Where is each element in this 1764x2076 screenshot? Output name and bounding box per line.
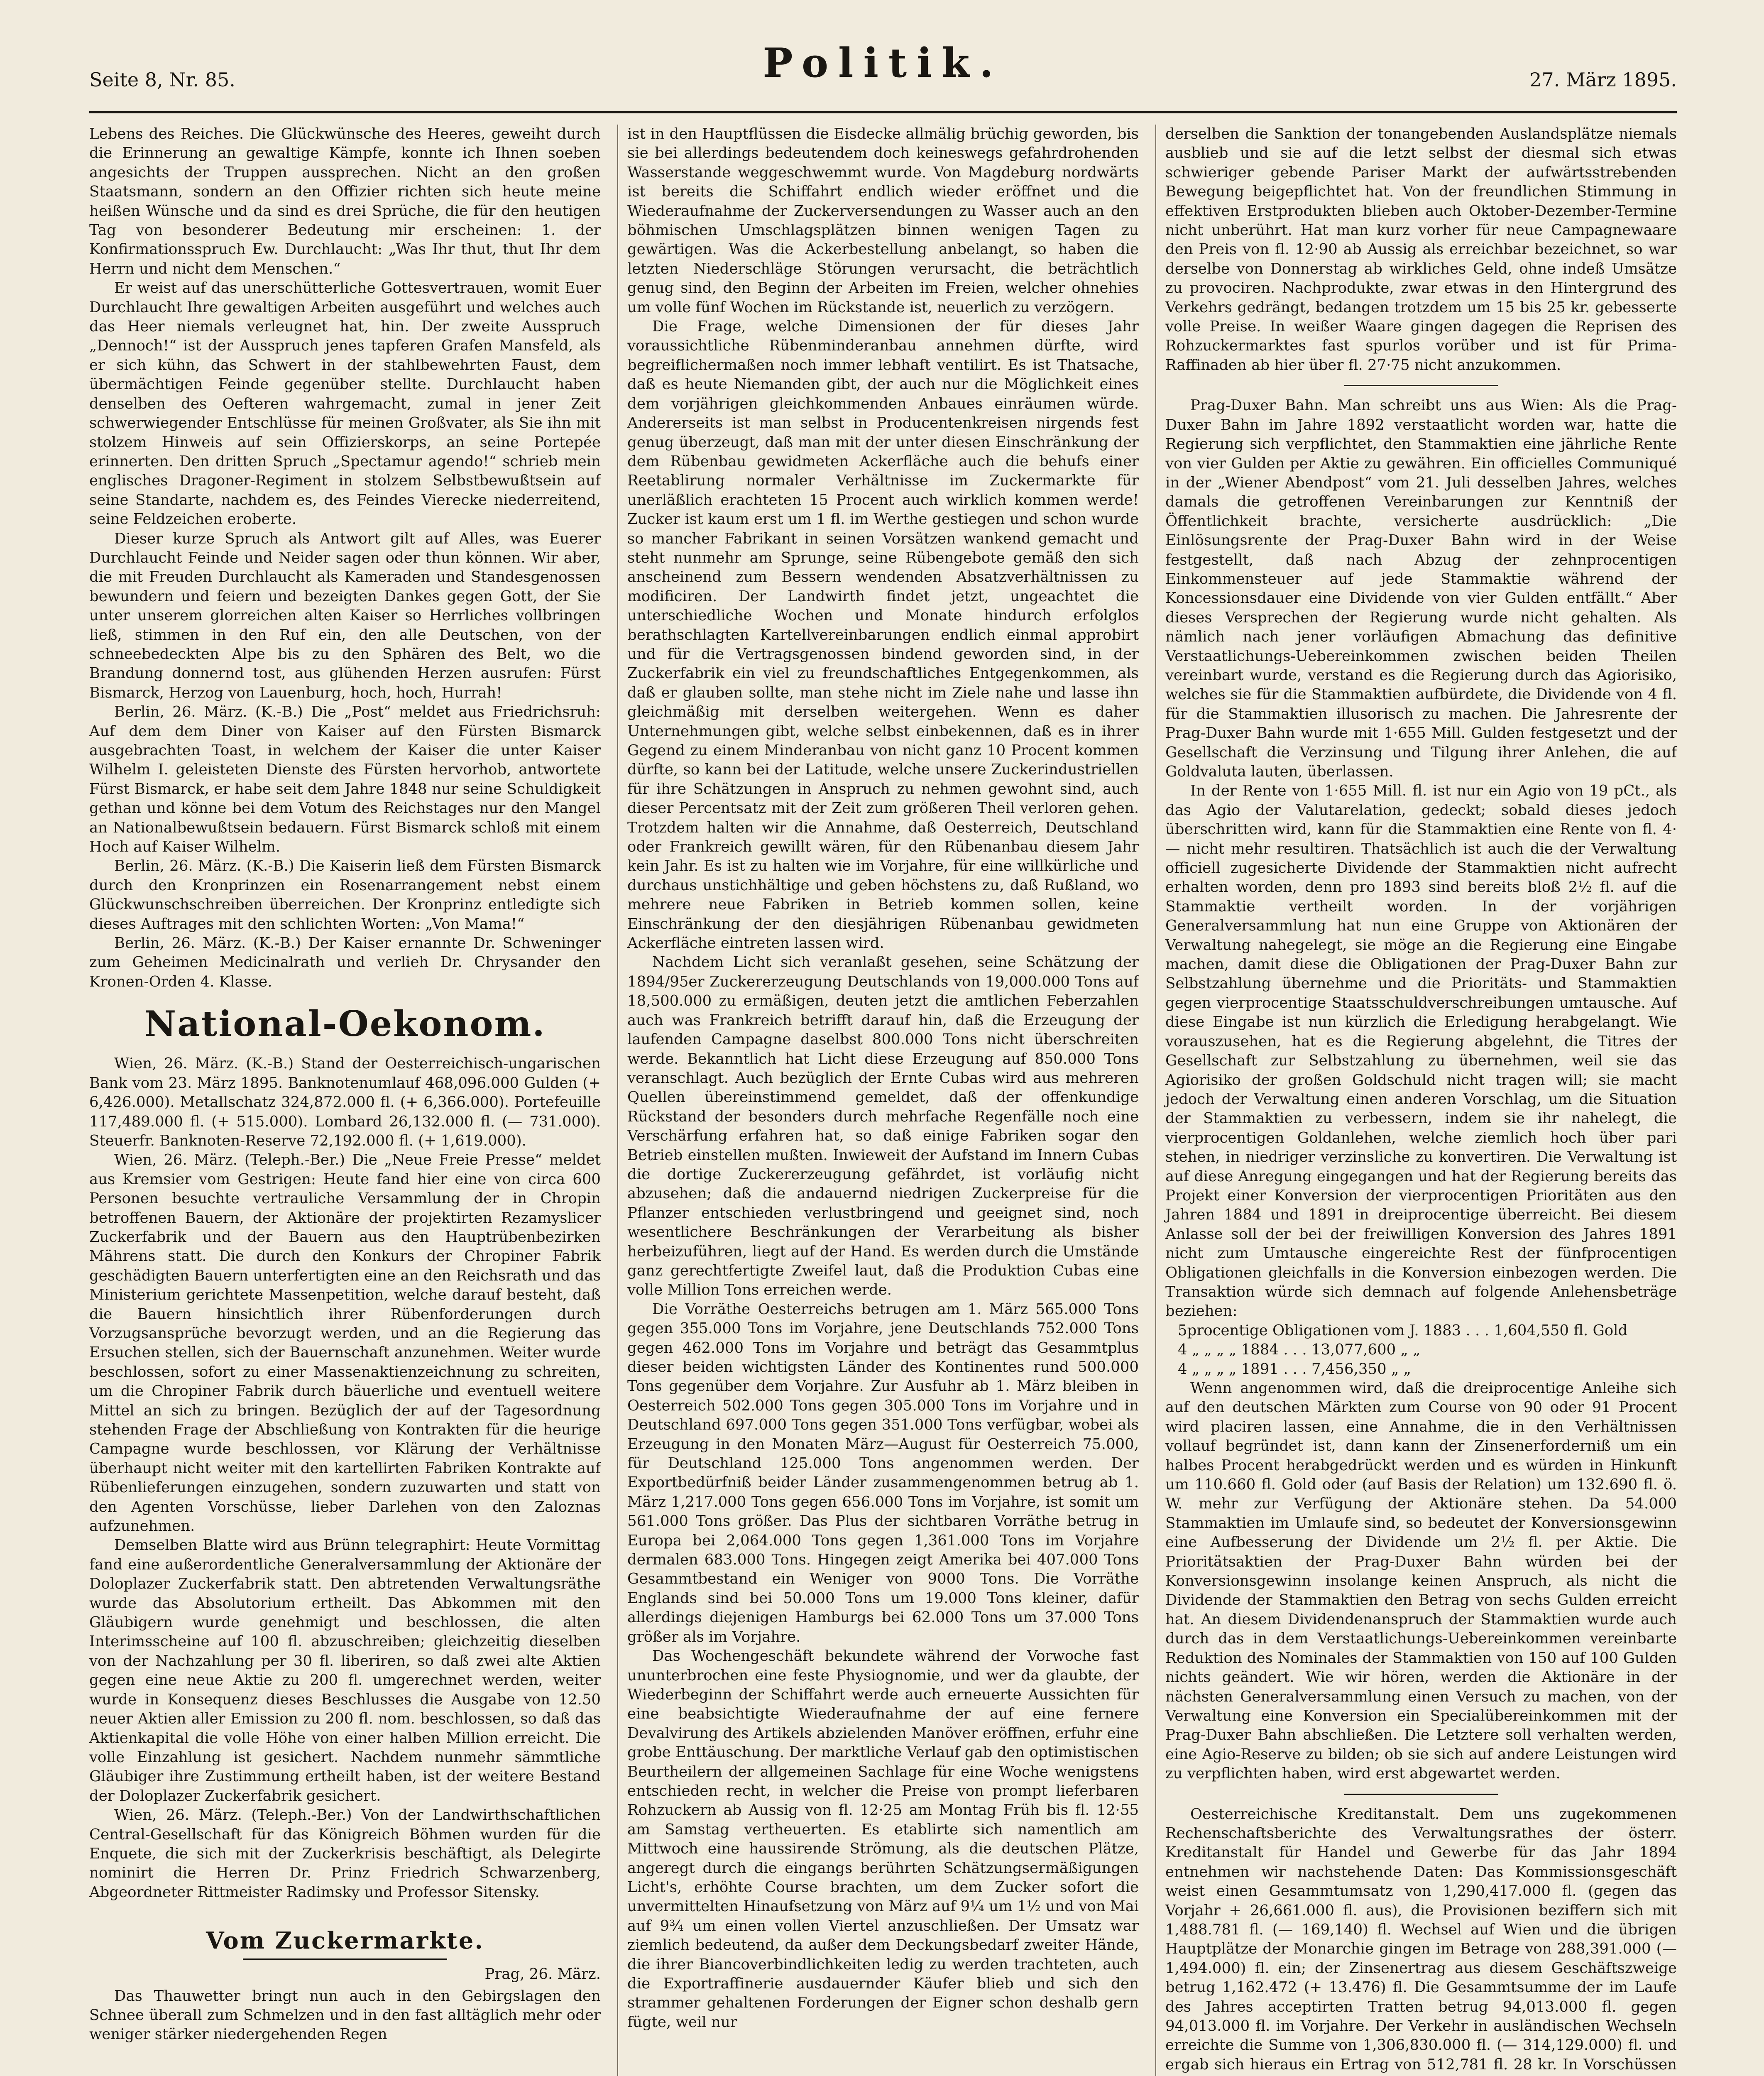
article-paragraph: Die Vorräthe Oesterreichs betrugen am 1. März 565.000 Tons gegen 355.000 Tons im Vorjahre, jene Deutschlands 752.000 Tons gegen 462.000 Tons im Vorjahre und beträgt das Gesammtplus dieser beiden wichtigsten Länder des Kontinentes rund 500.000 Tons gegenüber dem Vorjahre. Zur Ausfuhr ab 1. März bleiben in Oesterreich 502.000 Tons gegen 305.000 Tons im Vorjahre und in Deutschland 697.000 Tons gegen 351.000 Tons verfügbar, wobei als Erzeugung in den Monaten März—August für Oesterreich 75.000, für Deutschland 125.000 Tons angenommen werden. Der Exportbedürfniß beider Länder zusammengenommen betrug ab 1. März 1,217.000 Tons gegen 656.000 Tons im Vorjahre, ist somit um 561.000 Tons größer. Das Plus der sichtbaren Vorräthe betrug in Europa bei 2,064.000 Tons gegen 1,361.000 Tons im Vorjahre dermalen 683.000 Tons. Hingegen zeigt Amerika bei 407.000 Tons Gesammtbestand ein Weniger von 9000 Tons. Die Vorräthe Englands sind bei 50.000 Tons um 19.000 Tons kleiner, dafür allerdings diejenigen Hamburgs bei 62.000 Tons um 37.000 Tons größer als im Vorjahre. [627,1300,1139,1645]
article-separator [1344,385,1498,386]
article-paragraph: Das Thauwetter bringt nun auch in den Gebirgslagen den Schnee überall zum Schmelzen und in den fast alltäglich mehr oder weniger stärker niedergehenden Regen [89,1987,601,2043]
columns [89,125,1677,2076]
page-number: Seite 8, Nr. 85. [89,69,235,91]
header-rule [89,111,1677,113]
subsection-heading: Vom Zuckermarkte. [206,1927,484,1955]
loan-list-item: 4 „ „ „ „ 1891 . . . 7,456,350 „ „ [1178,1360,1411,1378]
article-paragraph: In der Rente von 1·655 Mill. fl. ist nur ein Agio von 19 pCt., als das Agio der Valutarelation, gedeckt; sobald dieses jedoch überschritten wird, kann für die Stammaktien eine Rente von fl. 4·— nicht mehr resultiren. Thatsächlich ist auch die der Verwaltung officiell zugesicherte Dividende der Stammaktien nicht aufrecht erhalten worden, denn pro 1893 sind bereits bloß 2½ fl. auf die Stammaktie vertheilt worden. In der vorjährigen Generalversammlung hat nun eine Gruppe von Aktionären der Verwaltung nahegelegt, sie möge an die Regierung eine Eingabe machen, damit diese die Obligationen der Prag-Duxer Bahn zur Selbstzahlung übernehme und die Prioritäts- und Stammaktien gegen vierprocentige Staatsschuldverschreibungen umtausche. Auf diese Eingabe ist nun kürzlich die Erledigung herabgelangt. Wie vorauszusehen, hat es die Regierung abgelehnt, die Titres der Gesellschaft zur Selbstzahlung zu übernehmen, weil sie das Agiorisiko der großen Goldschuld nicht tragen will; sie macht jedoch der Verwaltung einen anderen Vorschlag, um die Situation der Stammaktien zu verbessern, indem sie ihr nahelegt, die vierprocentigen Goldanlehen, welche ziemlich hoch über pari stehen, in niedriger verzinsliche zu konvertiren. Die Verwaltung ist auf diese Anregung eingegangen und hat der Regierung bereits das Projekt einer Konversion der vierprocentigen Prioritäten aus den Jahren 1884 und 1891 in dreiprocentige überreicht. Bei diesem Anlasse soll der bei der freiwilligen Konversion des Jahres 1891 nicht zum Umtausche eingereichte Rest der fünfprocentigen Obligationen gleichfalls in die Konversion einbezogen werden. Die Transaktion würde sich demnach auf folgende Anlehensbeträge beziehen: [1165,782,1677,1320]
news-item: Demselben Blatte wird aus Brünn telegraphirt: Heute Vormittag fand eine außerordentliche Generalversammlung der Aktionäre der Doloplazer Zuckerfabrik statt. Den abtretenden Verwaltungsräthe wurde das Absolutorium ertheilt. Das Abkommen mit den Gläubigern wurde genehmigt und beschlossen, die alten Interimsscheine auf 100 fl. abzuschreiben; gleichzeitig dieselben von der Nachzahlung per 30 fl. liberiren, so daß zwei alte Aktien gegen eine neue Aktie zu 200 fl. umgerechnet werden, weiter wurde in Konsequenz dieses Beschlusses die Ausgabe von 12.50 neuer Aktien aller Emission zu 200 fl. nom. beschlossen, so daß das Aktienkapital die volle Höhe von einer halben Million erreicht. Die volle Einzahlung ist gesichert. Nachdem nunmehr sämmtliche Gläubiger ihre Zustimmung ertheilt haben, ist der weitere Bestand der Doloplazer Zuckerfabrik gesichert. [89,1537,601,1804]
news-item: Prag-Duxer Bahn. Man schreibt uns aus Wien: Als die Prag-Duxer Bahn im Jahre 1892 verstaatlicht worden war, hatte die Regierung sich verpflichtet, den Stammaktien eine jährliche Rente von vier Gulden per Aktie zu gewähren. Ein officielles Communiqué in der „Wiener Abendpost“ vom 21. Juli desselben Jahres, welches damals die getroffenen Vereinbarungen zur Kenntniß der Öffentlichkeit brachte, versicherte ausdrücklich: „Die Einlösungsrente der Prag-Duxer Bahn wird in der Weise festgestellt, daß nach Abzug der zehnprocentigen Einkommensteuer auf jede Stammaktie während der Koncessionsdauer eine Dividende von vier Gulden entfällt.“ Aber dieses Versprechen der Regierung wurde nicht gehalten. Als nämlich nach jener vorläufigen Abmachung das definitive Verstaatlichungs-Uebereinkommen zwischen beiden Theilen vereinbart wurde, verstand es die Regierung durch das Agiorisiko, welches sie für die Stammaktien aufbürdete, die Dividende von 4 fl. für die Stammaktien illusorisch zu machen. Die Jahresrente der Prag-Duxer Bahn wurde mit 1·655 Mill. Gulden festgesetzt und der Gesellschaft die Verzinsung und Tilgung ihrer Anlehen, die auf Goldvaluta lauten, überlassen. [1165,397,1677,780]
loan-list [1178,1321,1677,1379]
article-paragraph: Die Frage, welche Dimensionen der für dieses Jahr voraussichtliche Rübenminderanbau annehmen dürfte, wird begreiflichermaßen noch immer lebhaft ventilirt. Es ist Thatsache, daß es heute Niemanden gibt, der auch nur die Möglichkeit eines dem vorjährigen gleichkommenden Anbaues einräumen würde. Andererseits ist man selbst in Producentenkreisen nirgends fest genug überzeugt, daß man mit der unter diesen Einschränkung der dem Rübenbau gewidmeten Ackerfläche auch die behufs einer Reetablirung normaler Verhältnisse im Zuckermarkte für unerläßlich erachteten 15 Procent auch wirklich kommen werde! Zucker ist kaum erst um 1 fl. im Werthe gestiegen und schon wurde so mancher Fabrikant in seinen Vorsätzen wankend gemacht und steht nunmehr am Sprunge, seine Rübengebote gemäß den sich anscheinend zum Bessern wendenden Absatzverhältnissen zu modificiren. Der Landwirth findet jetzt, ungeachtet die unterschiedliche Wochen und Monate hindurch erfolglos berathschlagten Kartellvereinbarungen endlich einmal approbirt und für die Vertragsgenossen bindend geworden sind, in der Zuckerfabrik ein viel zu freundschaftliches Entgegenkommen, als daß er glauben sollte, man stehe nicht im Ziele nahe und lasse ihn gleichmäßig mit derselben weitergehen. Wenn es daher Unternehmungen gibt, welche selbst einbekennen, daß es in ihrer Gegend zu einem Minderanbau von nicht ganz 10 Procent kommen dürfte, so kann bei der Latitude, welche unsere Zuckerindustriellen für ihre Schätzungen in Anspruch zu nehmen gewohnt sind, auch dieser Percentsatz mit der Zeit zum größeren Theil verloren gehen. Trotzdem halten wir die Annahme, daß Oesterreich, Deutschland oder Frankreich gewillt wären, für den Rübenanbau diesem Jahr kein Jahr. Es ist zu halten wie im Vorjahre, für eine willkürliche und durchaus unstichhältige und geben höchstens zu, daß Rußland, wo mehrere neue Fabriken in Betrieb kommen sollen, keine Einschränkung der den diesjährigen Rübenanbau gewidmeten Ackerfläche eintreten lassen wird. [627,318,1139,952]
news-item: Oesterreichische Kreditanstalt. Dem uns zugekommenen Rechenschaftsberichte des Verwaltungsrathes der österr. Kreditanstalt für Handel und Gewerbe für das Jahr 1894 entnehmen wir nachstehende Daten: Das Kommissionsgeschäft weist einen Gesammtumsatz von 1,290,417.000 fl. (gegen das Vorjahr + 26,661.000 fl. aus), die Provisionen beziffern sich mit 1,488.781 fl. (— 169,140) fl. Wechsel auf Wien und die übrigen Hauptplätze der Monarchie gingen im Betrage von 288,391.000 (— 1,494.000) fl. ein; der Zinsenertrag aus diesem Geschäftszweige betrug 1,162.472 (+ 13.476) fl. Die Gesammtsumme der im Laufe des Jahres acceptirten Tratten betrug 94,013.000 fl. gegen 94,013.000 fl. im Vorjahre. Der Verkehr in ausländischen Wechseln erreichte die Summe von 1,306,830.000 fl. (— 314,129.000) fl. und ergab sich hieraus ein Ertrag von 512,781 fl. 28 kr. In Vorschüssen [1165,1805,1677,2073]
article-paragraph: Dieser kurze Spruch als Antwort gilt auf Alles, was Euerer Durchlaucht Feinde und Neider sagen oder thun können. Wir aber, die mit Freuden Durchlaucht als Kameraden und Standesgenossen bewundern und feiern und bezeigten Dankes gegen Gott, der Sie unter unserem glorreichen alten Kaiser so Herrliches vollbringen ließ, stimmen in den Ruf ein, den alle Deutschen, von der schneebedeckten Alpe bis zu den Sphären des Belt, wo die Brandung donnernd tost, aus glühenden Herzen ausrufen: Fürst Bismarck, Herzog von Lauenburg, hoch, hoch, Hurrah! [89,530,601,701]
news-item: Berlin, 26. März. (K.-B.) Die „Post“ meldet aus Friedrichsruh: Auf dem dem Diner von Kaiser auf den Fürsten Bismarck ausgebrachten Toast, in welchem der Kaiser die unter Kaiser Wilhelm I. geleisteten Dienste des Fürsten hervorhob, antwortete Fürst Bismarck, er habe seit dem Jahre 1848 nur seine Schuldigkeit gethan und könne bei dem Votum des Reichstages nur den Mangel an Nationalbewußtsein bedauern. Fürst Bismarck schloß mit einem Hoch auf Kaiser Wilhelm. [89,703,601,856]
article-paragraph: ist in den Hauptflüssen die Eisdecke allmälig brüchig geworden, bis sie bei allerdings bedeutendem doch keineswegs gefahrdrohenden Wasserstande weggeschwemmt wurde. Von Magdeburg nordwärts ist bereits die Schiffahrt endlich wieder eröffnet und die Wiederaufnahme der Zuckerversendungen zu Wasser auch an den böhmischen Umschlagsplätzen binnen wenigen Tagen zu gewärtigen. Was die Ackerbestellung anbelangt, so haben die letzten Niederschläge Störungen verursacht, die beträchtlich genug sind, den Beginn der Arbeiten im Freien, welcher ohnehies um volle fünf Wochen im Rückstande ist, neuerlich zu verzögern. [627,125,1139,316]
article-paragraph: derselben die Sanktion der tonangebenden Auslandsplätze niemals ausblieb und sie auf die letzt selbst der diesmal sich etwas schwieriger gebende Pariser Markt der aufwärtsstrebenden Bewegung beigepflichtet hat. Von der freundlichen Stimmung in effektiven Erstprodukten blieben auch Oktober-Dezember-Termine nicht unberührt. Hat man kurz vorher für neue Campagnewaare den Preis von fl. 12·90 ab Aussig als erreichbar bezeichnet, so war derselbe von Donnerstag ab wirkliches Geld, ohne indeß Umsätze zu provociren. Nachprodukte, zwar etwas in den Hintergrund des Verkehrs gedrängt, bedangen trotzdem um 15 bis 25 kr. gebesserte volle Preise. In weißer Waare gingen dagegen die Reprisen des Rohzuckermarktes fast spurlos vorüber und ist für Prima-Raffinaden ab hier über fl. 27·75 nicht anzukommen. [1165,125,1677,374]
news-item: Berlin, 26. März. (K.-B.) Der Kaiser ernannte Dr. Schweninger zum Geheimen Medicinalrath und verlieh Dr. Chrysander den Kronen-Orden 4. Klasse. [89,935,601,990]
dateline: Prag, 26. März. [484,1966,601,1983]
article-paragraph: Lebens des Reiches. Die Glückwünsche des Heeres, geweiht durch die Erinnerung an gewaltige Kämpfe, konnte ich Ihnen soeben angesichts der Truppen aussprechen. Nicht an den großen Staatsmann, sondern an den Offizier richten sich heute meine heißen Wünsche und da sind es drei Sprüche, die für den heutigen Tag von besonderer Bedeutung mir erscheinen: 1. der Konfirmationsspruch Ew. Durchlaucht: „Was Ihr thut, thut Ihr dem Herrn und nicht dem Menschen.“ [89,125,601,277]
article-paragraph: Wenn angenommen wird, daß die dreiprocentige Anleihe sich auf den deutschen Märkten zum Course von 90 oder 91 Procent wird placiren lassen, eine Annahme, die in den Verhältnissen vollauf begründet ist, dann kann der Zinsenerforderniß um ein halbes Procent herabgedrückt werden und es würden in Hinkunft um 110.660 fl. Gold oder (auf Basis der Relation) um 132.690 fl. ö. W. mehr zur Verfügung der Aktionäre stehen. Da 54.000 Stammaktien im Umlaufe sind, so bedeutet der Konversionsgewinn eine Aufbesserung der Dividende um 2½ fl. per Aktie. Die Prioritätsaktien der Prag-Duxer Bahn würden bei der Konversionsgewinn insolange keinen Anspruch, als nicht die Dividende der Stammaktien den Betrag von sechs Gulden erreicht hat. An diesem Dividendenanspruch der Stammaktien wurde auch durch das in dem Verstaatlichungs-Uebereinkommen vereinbarte Reduktion des Nominales der Stammaktien von 150 auf 100 Gulden nichts geändert. Wie wir hören, werden die Aktionäre in der nächsten Generalversammlung einen Versuch zu machen, von der Verwaltung eine Konversion ein Specialübereinkommen mit der Prag-Duxer Bahn abschließen. Die Letztere soll verhalten werden, eine Agio-Reserve zu bilden; ob sie sich auf andere Leistungen wird zu verpflichten haben, wird erst abgewartet werden. [1165,1380,1677,1782]
article-paragraph: Das Wochengeschäft bekundete während der Vorwoche fast ununterbrochen eine feste Physiognomie, und wer da glaubte, der Wiederbeginn der Schiffahrt werde auch erneuerte Aussichten für eine beabsichtigte Wiederaufnahme der auf eine fernere Devalvirung des Artikels abzielenden Manöver eröffnen, erfuhr eine grobe Enttäuschung. Der marktliche Verlauf gab den optimistischen Beurtheilern der allgemeinen Sachlage für eine Woche wenigstens entschieden recht, in welcher die Preise von prompt lieferbaren Rohzuckern ab Aussig von fl. 12·25 am Montag Früh bis fl. 12·55 am Samstag vertheuerten. Es etablirte sich namentlich am Mittwoch eine haussirende Strömung, als die deutschen Plätze, angeregt durch die eingangs berührten Schätzungsermäßigungen Licht's, erhöhte Course brachten, um dem Zucker sofort die unvermittelten Hinaufsetzung von März auf 9¼ um 1½ und von Mai auf 9¾ um einen vollen Viertel anzuschließen. Der Umsatz war ziemlich bedeutend, da außer dem Deckungsbedarf zweiter Hände, die ihrer Biancoverbindlichkeiten ledig zu werden trachteten, auch die Exportraffinerie ausdauernder Käufer blieb und sich den strammer gehaltenen Forderungen der Eigner schon deshalb gern fügte, weil nur [627,1648,1139,2031]
column-1 [89,125,601,2076]
column-3 [1155,125,1677,2076]
issue-date: 27. März 1895. [1529,69,1677,91]
news-item: Wien, 26. März. (Teleph.-Ber.) Die „Neue Freie Presse“ meldet aus Kremsier vom Gestrigen: Heute fand hier eine von circa 600 Personen besuchte vertrauliche Versammlung der in Chropin betroffenen Bauern, der Aktionäre der projektirten Rezamyslicer Zuckerfabrik und der Bauern aus den Hauptrübenbezirken Mährens statt. Die durch den Konkurs der Chropiner Fabrik geschädigten Bauern unterfertigten eine an den Reichsrath und das Ministerium gerichtete Massenpetition, welche darauf besteht, daß die Bauern hinsichtlich ihrer Rübenforderungen durch Vorzugsansprüche bevorzugt werden, und an die Regierung das Ersuchen stellen, sich der Bauernschaft anzunehmen. Weiter wurde beschlossen, sofort zu einer Massenaktienzeichnung zu schreiten, um die Chropiner Fabrik durch bäuerliche und eventuell weitere Mittel an sich zu bringen. Bezüglich der auf der Tagesordnung stehenden Frage der Abschließung von Kontrakten für die heurige Campagne wurde beschlossen, vor Klärung der Verhältnisse überhaupt nicht weiter mit den kartellirten Fabriken Kontrakte auf Rübenlieferungen einzugehen, sondern zuzuwarten und statt von den Agenten Vorschüsse, lieber Darlehen von den Zaloznas aufzunehmen. [89,1151,601,1535]
loan-list-item: 5procentige Obligationen vom J. 1883 . . . 1,604,550 fl. Gold [1178,1322,1628,1339]
loan-list-item: 4 „ „ „ „ 1884 . . . 13,077,600 „ „ [1178,1341,1421,1359]
page-header [89,39,1677,102]
page-title: Politik. [763,39,1003,86]
section-heading: National-Oekonom. [144,1003,546,1045]
article-paragraph: Er weist auf das unerschütterliche Gottesvertrauen, womit Euer Durchlaucht Ihre gewaltigen Arbeiten ausgeführt und welches auch das Heer niemals verleugnet hat, hin. Der zweite Ausspruch „Dennoch!“ ist der Ausspruch jenes tapferen Grafen Mansfeld, als er sich kühn, das Schwert in der stahlbewehrten Faust, dem übermächtigen Feinde gegenüber stellte. Durchlaucht haben denselben des Oefteren wahrgemacht, zumal in jener Zeit schwerwiegender Entschlüsse für meinen Großvater, als Sie ihn mit stolzem Hinweis auf sein Offizierskorps, an seine Portepée erinnerten. Den dritten Spruch „Spectamur agendo!“ schrieb mein englisches Dragoner-Regiment in stolzem Selbstbewußtsein auf seine Standarte, nachdem es, des Feindes Vierecke niederreitend, seine Feldzeichen eroberte. [89,279,601,528]
subsection-rule [243,1958,448,1960]
news-item: Berlin, 26. März. (K.-B.) Die Kaiserin ließ dem Fürsten Bismarck durch den Kronprinzen ein Rosenarrangement nebst einem Glückwunschschreiben überreichen. Der Kronprinz entledigte sich dieses Auftrages mit den schlichten Worten: „Von Mama!“ [89,857,601,933]
article-paragraph: Nachdem Licht sich veranlaßt gesehen, seine Schätzung der 1894/95er Zuckererzeugung Deutschlands von 19,000.000 Tons auf 18,500.000 zu ermäßigen, deuten jetzt die amtlichen Feberzahlen auch was Frankreich betrifft darauf hin, daß die Erzeugung der laufenden Campagne daselbst 800.000 Tons nicht überschreiten werde. Bekanntlich hat Licht diese Erzeugung auf 850.000 Tons veranschlagt. Auch bezüglich der Ernte Cubas wird aus mehreren Quellen übereinstimmend gemeldet, daß der offenkundige Rückstand der besonders durch mehrfache Regenfälle noch eine Verschärfung erfahren hat, so daß einige Fabriken sogar den Betrieb einstellen mußten. Inwieweit der Aufstand im Innern Cubas die dortige Zuckererzeugung gefährdet, ist vorläufig nicht abzusehen; daß die andauernd niedrigen Zuckerpreise für die Pflanzer entschieden verlustbringend und geeignet sind, noch wesentlichere Beschränkungen der Verarbeitung als bisher herbeizuführen, liegt auf der Hand. Es werden durch die Umstände ganz gerechtfertigte Zweifel laut, daß die Produktion Cubas eine volle Million Tons erreichen werde. [627,954,1139,1299]
news-item: Wien, 26. März. (K.-B.) Stand der Oesterreichisch-ungarischen Bank vom 23. März 1895. Banknotenumlauf 468,096.000 Gulden (+ 6,426.000). Metallschatz 324,872.000 fl. (+ 6,366.000). Portefeuille 117,489.000 fl. (+ 515.000). Lombard 26,132.000 fl. (— 731.000). Steuerfr. Banknoten-Reserve 72,192.000 fl. (+ 1,619.000). [89,1055,601,1149]
column-2 [617,125,1139,2076]
news-item: Wien, 26. März. (Teleph.-Ber.) Von der Landwirthschaftlichen Central-Gesellschaft für das Königreich Böhmen wurden für die Enquete, die sich mit der Zuckerkrisis beschäftigt, als Delegirte nominirt die Herren Dr. Prinz Friedrich Schwarzenberg, Abgeordneter Rittmeister Radimsky und Professor Sitensky. [89,1807,601,1901]
article-separator [1344,1794,1498,1795]
